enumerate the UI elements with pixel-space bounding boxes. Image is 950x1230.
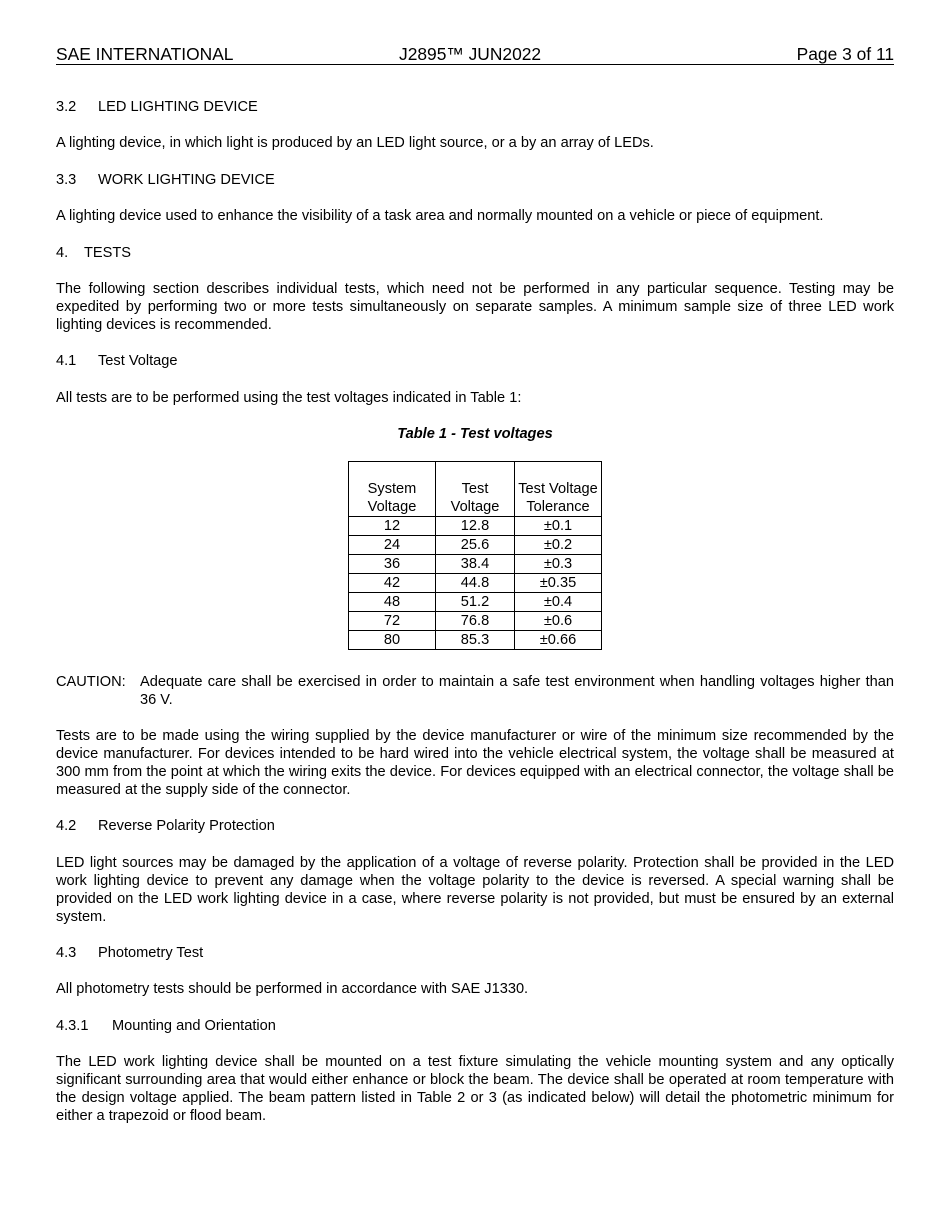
cell-system-voltage: 72 bbox=[349, 612, 436, 631]
table-row bbox=[349, 574, 602, 593]
caution-note bbox=[56, 673, 894, 709]
section-title: Mounting and Orientation bbox=[112, 1018, 276, 1034]
paragraph-4-3-1: The LED work lighting device shall be mounted on a test fixture simulating the vehicle mounting system and any optically significant surrounding area that would either enhance or block the beam. The device shall be operated at room temperature with the design voltage applied. The beam pattern listed in Table 2 or 3 (as indicated below) will detail the photometric minimum for either a trapezoid or flood beam. bbox=[56, 1054, 894, 1124]
cell-tolerance: ±0.1 bbox=[515, 517, 602, 536]
section-number: 4.3.1 bbox=[56, 1018, 89, 1034]
column-header-test-voltage: Test Voltage bbox=[436, 462, 515, 517]
page-header bbox=[56, 44, 894, 65]
section-title: WORK LIGHTING DEVICE bbox=[98, 172, 275, 188]
cell-tolerance: ±0.66 bbox=[515, 631, 602, 650]
cell-system-voltage: 36 bbox=[349, 555, 436, 574]
cell-test-voltage: 25.6 bbox=[436, 536, 515, 555]
cell-test-voltage: 76.8 bbox=[436, 612, 515, 631]
section-title: LED LIGHTING DEVICE bbox=[98, 99, 258, 115]
heading-3-2 bbox=[56, 98, 894, 116]
heading-4 bbox=[56, 244, 894, 262]
table-row bbox=[349, 536, 602, 555]
cell-test-voltage: 38.4 bbox=[436, 555, 515, 574]
cell-tolerance: ±0.4 bbox=[515, 593, 602, 612]
header-doc-id: J2895™ JUN2022 bbox=[399, 44, 542, 64]
cell-system-voltage: 80 bbox=[349, 631, 436, 650]
paragraph-3-3: A lighting device used to enhance the visibility of a task area and normally mounted on a vehicle or piece of equipment. bbox=[56, 208, 824, 224]
paragraph-4-1-wiring: Tests are to be made using the wiring supplied by the device manufacturer or wire of the minimum size recommended by the device manufacturer. For devices intended to be hard wired into the vehicle electrical system, the voltage shall be measured at 300 mm from the point at which the wiring exits the device. For devices equipped with an electrical connector, the voltage shall be measured at the supply side of the connector. bbox=[56, 728, 894, 798]
table-row bbox=[349, 612, 602, 631]
table-row bbox=[349, 517, 602, 536]
paragraph-4-2: LED light sources may be damaged by the application of a voltage of reverse polarity. Protection shall be provided in the LED work lighting device to prevent any damage when the voltage polarity to the device is reversed. A special warning shall be provided on the LED work lighting device in a case, where reverse polarity is not provided, but must be ensured by an external system. bbox=[56, 855, 894, 925]
cell-test-voltage: 44.8 bbox=[436, 574, 515, 593]
table-row bbox=[349, 593, 602, 612]
paragraph-4: The following section describes individual tests, which need not be performed in any particular sequence. Testing may be expedited by performing two or more tests simultaneously on separate samples. A minimum sample size of three LED work lighting devices is recommended. bbox=[56, 281, 894, 333]
cell-tolerance: ±0.3 bbox=[515, 555, 602, 574]
cell-system-voltage: 24 bbox=[349, 536, 436, 555]
cell-test-voltage: 85.3 bbox=[436, 631, 515, 650]
paragraph-3-2: A lighting device, in which light is produced by an LED light source, or a by an array of LEDs. bbox=[56, 135, 654, 151]
table-row bbox=[349, 631, 602, 650]
cell-system-voltage: 42 bbox=[349, 574, 436, 593]
test-voltages-table bbox=[348, 461, 602, 650]
section-title: TESTS bbox=[84, 245, 132, 261]
paragraph-4-1: All tests are to be performed using the test voltages indicated in Table 1: bbox=[56, 390, 522, 406]
section-title: Photometry Test bbox=[98, 945, 204, 961]
cell-test-voltage: 12.8 bbox=[436, 517, 515, 536]
table-1-caption: Table 1 - Test voltages bbox=[397, 426, 553, 442]
cell-system-voltage: 12 bbox=[349, 517, 436, 536]
table-row bbox=[349, 555, 602, 574]
section-title: Test Voltage bbox=[98, 353, 178, 369]
heading-3-3 bbox=[56, 171, 894, 189]
table-header-row bbox=[349, 462, 602, 517]
heading-4-3 bbox=[56, 944, 894, 962]
section-number: 4.2 bbox=[56, 818, 77, 834]
cell-tolerance: ±0.2 bbox=[515, 536, 602, 555]
section-number: 4.3 bbox=[56, 945, 77, 961]
section-title: Reverse Polarity Protection bbox=[98, 818, 275, 834]
section-number: 4.1 bbox=[56, 353, 77, 369]
section-number: 3.3 bbox=[56, 172, 77, 188]
heading-4-3-1 bbox=[56, 1017, 894, 1035]
column-header-tolerance: Test Voltage Tolerance bbox=[515, 462, 602, 517]
cell-tolerance: ±0.35 bbox=[515, 574, 602, 593]
cell-test-voltage: 51.2 bbox=[436, 593, 515, 612]
cell-system-voltage: 48 bbox=[349, 593, 436, 612]
section-number: 4. bbox=[56, 245, 69, 261]
section-number: 3.2 bbox=[56, 99, 77, 115]
column-header-system-voltage: System Voltage bbox=[349, 462, 436, 517]
caution-text: Adequate care shall be exercised in order to maintain a safe test environment when handling voltages higher than 36 V. bbox=[140, 674, 894, 708]
heading-4-2 bbox=[56, 817, 894, 835]
header-org: SAE INTERNATIONAL bbox=[56, 44, 234, 64]
cell-tolerance: ±0.6 bbox=[515, 612, 602, 631]
paragraph-4-3: All photometry tests should be performed in accordance with SAE J1330. bbox=[56, 981, 529, 997]
header-page-number: Page 3 of 11 bbox=[796, 44, 894, 64]
heading-4-1 bbox=[56, 352, 894, 370]
caution-label: CAUTION: bbox=[56, 674, 126, 690]
